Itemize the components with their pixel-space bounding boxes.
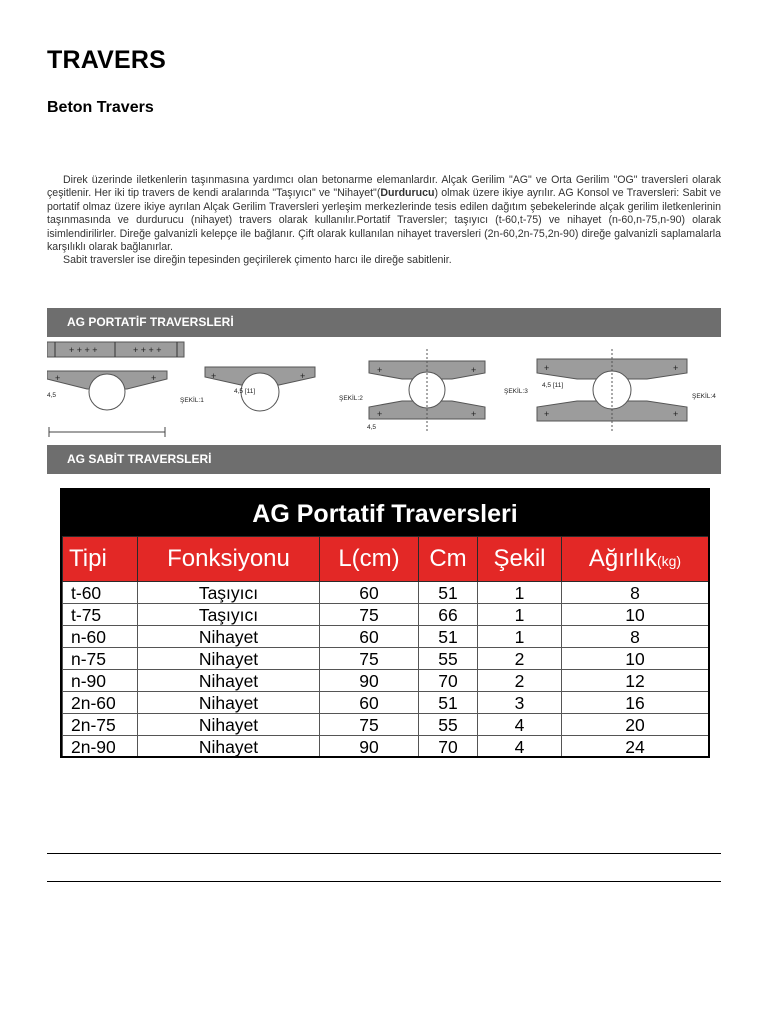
cell-cm: 51 (419, 582, 478, 604)
table-row (63, 670, 709, 692)
table-row (63, 736, 709, 758)
cell-sekil: 1 (478, 582, 562, 604)
svg-text:+: + (673, 409, 679, 419)
table-row (63, 648, 709, 670)
cell-tipi: n-75 (63, 648, 138, 670)
cell-cm: 66 (419, 604, 478, 626)
cell-agirlik: 10 (562, 604, 709, 626)
header-agirlik-label: Ağırlık (588, 545, 657, 572)
header-weight-unit: (kg) (656, 553, 682, 569)
cell-length: 60 (320, 692, 419, 714)
cell-fonksiyonu: Nihayet (138, 626, 320, 648)
cell-length: 75 (320, 648, 419, 670)
cell-cm: 55 (419, 648, 478, 670)
section-bar-sabit: AG SABİT TRAVERSLERİ (47, 445, 721, 474)
cell-sekil: 3 (478, 692, 562, 714)
cell-cm: 51 (419, 626, 478, 648)
page-title: TRAVERS (47, 46, 167, 74)
cell-fonksiyonu: Nihayet (138, 692, 320, 714)
section-bar-portatif: AG PORTATİF TRAVERSLERİ (47, 308, 721, 337)
svg-text:+: + (300, 371, 306, 381)
cell-agirlik: 20 (562, 714, 709, 736)
header-cm: Cm (419, 537, 478, 582)
header-agirlik (562, 537, 709, 582)
divider-line (47, 853, 721, 854)
table-row (63, 692, 709, 714)
cell-agirlik: 8 (562, 626, 709, 648)
spec-table-grid (62, 536, 709, 758)
cell-sekil: 1 (478, 626, 562, 648)
paragraph-1 (47, 174, 721, 254)
spec-table (60, 488, 710, 758)
svg-text:+: + (55, 373, 61, 383)
fig2-label: ŞEKİL:2 (339, 395, 363, 402)
header-tipi: Tipi (63, 537, 138, 582)
cell-length: 90 (320, 670, 419, 692)
cell-tipi: t-75 (63, 604, 138, 626)
cell-fonksiyonu: Taşıyıcı (138, 604, 320, 626)
fig1-dimension: 4,5 (47, 392, 57, 399)
paragraph-1-text-a: Direk üzerinde iletkenlerin taşınmasına yardımcı olan betonarme elemanlardır. Alçak Gerilim "AG" ve Orta Gerilim "OG" traversleri olarak çeşitlenir. Her iki tip travers de kendi aralarında "Taşıyıcı" ve "Nihayet"( (47, 174, 721, 200)
cell-agirlik: 10 (562, 648, 709, 670)
table-row (63, 626, 709, 648)
cell-fonksiyonu: Taşıyıcı (138, 582, 320, 604)
figure-4-drawing (537, 349, 687, 432)
svg-text:+: + (211, 371, 217, 381)
cell-tipi: n-90 (63, 670, 138, 692)
paragraph-2: Sabit traversler ise direğin tepesinden geçirilerek çimento harcı ile direğe sabitlenir. (63, 254, 452, 267)
header-length: L(cm) (320, 537, 419, 582)
fig3-dimension: 4,5 (367, 424, 377, 431)
svg-text:+ + + +: + + + + (133, 345, 162, 355)
description-paragraph (47, 174, 721, 268)
svg-text:+ + + +: + + + + (69, 345, 98, 355)
table-row (63, 604, 709, 626)
fig2-dimension-tag: 4,5 [11] (234, 388, 256, 395)
cell-tipi: t-60 (63, 582, 138, 604)
fig4-label: ŞEKİL:4 (692, 393, 716, 400)
fig1-label: ŞEKİL:1 (180, 397, 204, 404)
svg-text:+: + (471, 365, 477, 375)
cell-agirlik: 24 (562, 736, 709, 758)
svg-text:+: + (377, 409, 383, 419)
header-sekil: Şekil (478, 537, 562, 582)
cell-cm: 70 (419, 670, 478, 692)
cell-sekil: 4 (478, 714, 562, 736)
figure-3-drawing (369, 349, 485, 432)
cell-length: 75 (320, 714, 419, 736)
table-row (63, 714, 709, 736)
cell-sekil: 1 (478, 604, 562, 626)
table-header-row (63, 537, 709, 582)
cell-cm: 55 (419, 714, 478, 736)
cell-cm: 70 (419, 736, 478, 758)
cell-fonksiyonu: Nihayet (138, 670, 320, 692)
cell-tipi: 2n-60 (63, 692, 138, 714)
table-row (63, 582, 709, 604)
paragraph-1-text-b: ) olmak üzere ikiye ayrılır. AG Konsol ve Traversleri: Sabit ve portatif olmaz üzere ikiye ayrılan Alçak Gerilim Traversleri yerleşim merkezlerinde tesis edilen dağıtım şebekelerinde alçak gerilim iletkenlerinin taşınmasında ve durdurucu (nihayet) travers olarak kullanılır.Portatif Traversler; taşıyıcı (t-60,t-75) ve nihayet (n-60,n-75,n-90) olarak isimlendirilirler. Direğe galvanizli kelepçe ile bağlanır. Çift olarak kullanılan nihayet traversleri (2n-60,2n-75,2n-90) direğe galvanizli saplamalarla karşılıklı olarak bağlanırlar. (47, 187, 721, 254)
cell-tipi: 2n-75 (63, 714, 138, 736)
cell-sekil: 2 (478, 648, 562, 670)
cell-tipi: 2n-90 (63, 736, 138, 758)
cell-fonksiyonu: Nihayet (138, 648, 320, 670)
page-subtitle: Beton Travers (47, 99, 154, 116)
cell-sekil: 2 (478, 670, 562, 692)
cell-length: 90 (320, 736, 419, 758)
svg-text:+: + (471, 409, 477, 419)
header-fonksiyonu: Fonksiyonu (138, 537, 320, 582)
figure-1-drawing (47, 371, 167, 437)
fig4-dimension-tag: 4,5 [11] (542, 382, 564, 389)
cell-length: 75 (320, 604, 419, 626)
cell-fonksiyonu: Nihayet (138, 736, 320, 758)
cell-agirlik: 8 (562, 582, 709, 604)
svg-text:+: + (673, 363, 679, 373)
cell-fonksiyonu: Nihayet (138, 714, 320, 736)
cell-sekil: 4 (478, 736, 562, 758)
paragraph-1-bold: Durdurucu (380, 187, 435, 200)
cell-cm: 51 (419, 692, 478, 714)
fig3-label: ŞEKİL:3 (504, 388, 528, 395)
table-title: AG Portatif Traversleri (62, 490, 708, 536)
cell-length: 60 (320, 582, 419, 604)
svg-text:+: + (377, 365, 383, 375)
travers-drawings (47, 337, 721, 445)
cell-tipi: n-60 (63, 626, 138, 648)
svg-text:+: + (151, 373, 157, 383)
divider-line (47, 881, 721, 882)
svg-text:+: + (544, 409, 550, 419)
cell-agirlik: 12 (562, 670, 709, 692)
cell-length: 60 (320, 626, 419, 648)
svg-text:+: + (544, 363, 550, 373)
figure-2-drawing (205, 367, 315, 411)
cell-agirlik: 16 (562, 692, 709, 714)
